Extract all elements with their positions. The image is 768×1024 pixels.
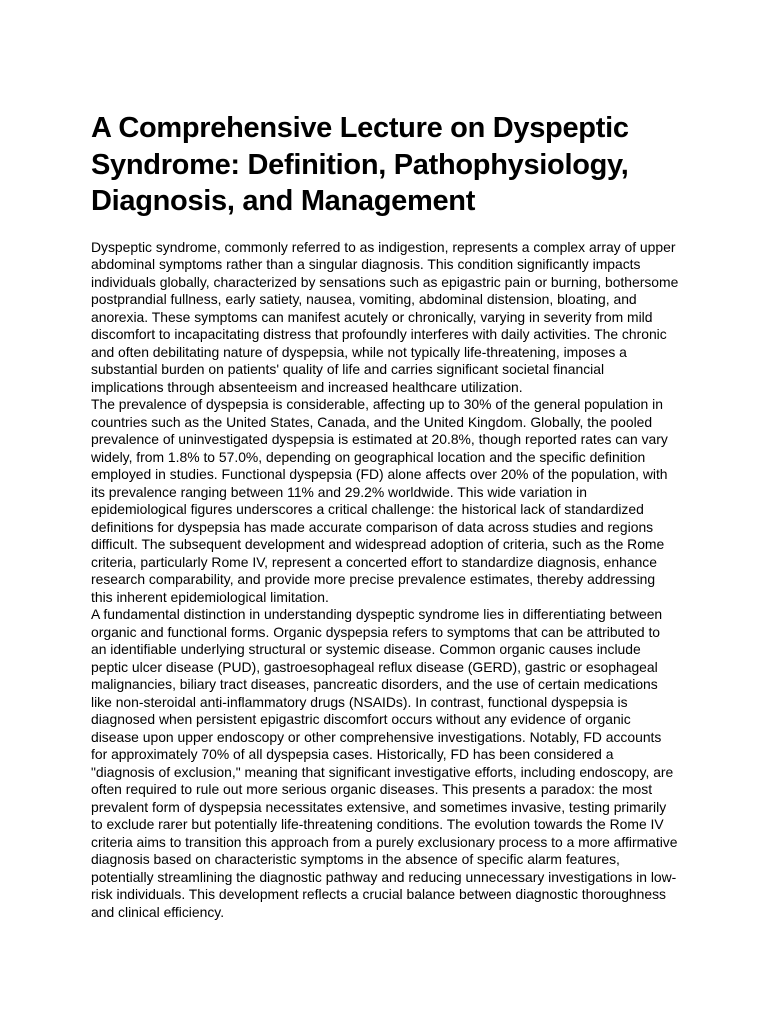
paragraph-prevalence: The prevalence of dyspepsia is considerable, affecting up to 30% of the general population in countries such as the United States, Canada, and the United Kingdom. Globally, the pooled prevalence of uninvestigated dyspepsia is estimated at 20.8%, though reported rates can vary widely, from 1.8% to 57.0%, depending on geographical location and the specific definition employed in studies. Functional dyspepsia (FD) alone affects over 20% of the population, with its prevalence ranging between 11% and 29.2% worldwide. This wide variation in epidemiological figures underscores a critical challenge: the historical lack of standardized definitions for dyspepsia has made accurate comparison of data across studies and regions difficult. The subsequent development and widespread adoption of criteria, such as the Rome criteria, particularly Rome IV, represent a concerted effort to standardize diagnosis, enhance research comparability, and provide more precise prevalence estimates, thereby addressing this inherent epidemiological limitation. xyxy=(91,396,668,605)
document-body xyxy=(91,239,679,922)
document-page xyxy=(91,110,679,921)
paragraph-organic-vs-functional: A fundamental distinction in understanding dyspeptic syndrome lies in differentiating between organic and functional forms. Organic dyspepsia refers to symptoms that can be attributed to an identifiable underlying structural or systemic disease. Common organic causes include peptic ulcer disease (PUD), gastroesophageal reflux disease (GERD), gastric or esophageal malignancies, biliary tract diseases, pancreatic disorders, and the use of certain medications like non-steroidal anti-inflammatory drugs (NSAIDs). In contrast, functional dyspepsia is diagnosed when persistent epigastric discomfort occurs without any evidence of organic disease upon upper endoscopy or other comprehensive investigations. Notably, FD accounts for approximately 70% of all dyspepsia cases. Historically, FD has been considered a "diagnosis of exclusion," meaning that significant investigative efforts, including endoscopy, are often required to rule out more serious organic diseases. This presents a paradox: the most prevalent form of dyspepsia necessitates extensive, and sometimes invasive, testing primarily to exclude rarer but potentially life-threatening conditions. The evolution towards the Rome IV criteria aims to transition this approach from a purely exclusionary process to a more affirmative diagnosis based on characteristic symptoms in the absence of specific alarm features, potentially streamlining the diagnostic pathway and reducing unnecessary investigations in low-risk individuals. This development reflects a crucial balance between diagnostic thoroughness and clinical efficiency. xyxy=(91,606,678,920)
paragraph-introduction: Dyspeptic syndrome, commonly referred to as indigestion, represents a complex array of upper abdominal symptoms rather than a singular diagnosis. This condition significantly impacts individuals globally, characterized by sensations such as epigastric pain or burning, bothersome postprandial fullness, early satiety, nausea, vomiting, abdominal distension, bloating, and anorexia. These symptoms can manifest acutely or chronically, varying in severity from mild discomfort to incapacitating distress that profoundly interferes with daily activities. The chronic and often debilitating nature of dyspepsia, while not typically life-threatening, imposes a substantial burden on patients' quality of life and carries significant societal financial implications through absenteeism and increased healthcare utilization. xyxy=(91,238,679,395)
document-title: A Comprehensive Lecture on Dyspeptic Syndrome: Definition, Pathophysiology, Diagnosis, and Management xyxy=(91,112,629,217)
